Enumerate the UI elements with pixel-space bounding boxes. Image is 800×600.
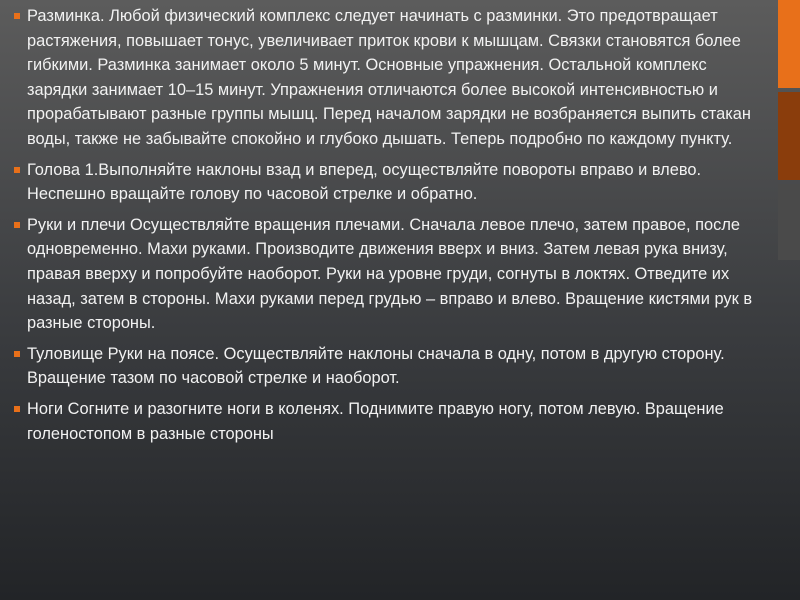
bullet-text: Разминка. Любой физический комплекс следует начинать с разминки. Это предотвращает растяжения, повышает тонус, увеличивает приток крови к мышцам. Связки становятся более гибкими. Разминка занимает около 5 минут. Основные упражнения. Остальной комплекс зарядки занимает 10–15 минут. Упражнения отличаются более высокой интенсивностью и прорабатывают разные группы мышц. Перед началом зарядки не возбраняется выпить стакан воды, также не забывайте спокойно и глубоко дышать. Теперь подробно по каждому пункту. xyxy=(27,7,751,148)
bullet-text: Руки и плечи Осуществляйте вращения плечами. Сначала левое плечо, затем правое, после одновременно. Махи руками. Производите движения вверх и вниз. Затем левая рука внизу, правая вверху и попробуйте наоборот. Руки на уровне груди, согнуты в локтях. Отведите их назад, затем в стороны. Махи руками перед грудью – вправо и влево. Вращение кистями рук в разные стороны. xyxy=(27,215,753,333)
accent-bar-bottom xyxy=(778,184,800,260)
bullet-square-icon xyxy=(14,167,20,173)
bullet-text: Туловище Руки на поясе. Осуществляйте наклоны сначала в одну, потом в другую сторону. Вращение тазом по часовой стрелке и наоборот. xyxy=(27,344,725,388)
bullet-square-icon xyxy=(14,13,20,19)
bullet-warmup xyxy=(14,4,764,152)
bullet-text: Голова 1.Выполняйте наклоны взад и вперед, осуществляйте повороты вправо и влево. Неспешно вращайте голову по часовой стрелке и обратно. xyxy=(27,160,702,204)
bullet-square-icon xyxy=(14,351,20,357)
slide-content xyxy=(14,4,764,452)
bullet-square-icon xyxy=(14,406,20,412)
accent-bar-middle xyxy=(778,92,800,180)
accent-bar-top xyxy=(778,0,800,88)
bullet-arms-shoulders xyxy=(14,213,764,336)
bullet-square-icon xyxy=(14,222,20,228)
bullet-legs xyxy=(14,397,764,446)
bullet-head xyxy=(14,158,764,207)
bullet-torso xyxy=(14,342,764,391)
bullet-text: Ноги Согните и разогните ноги в коленях. Поднимите правую ногу, потом левую. Вращение голеностопом в разные стороны xyxy=(27,399,724,443)
